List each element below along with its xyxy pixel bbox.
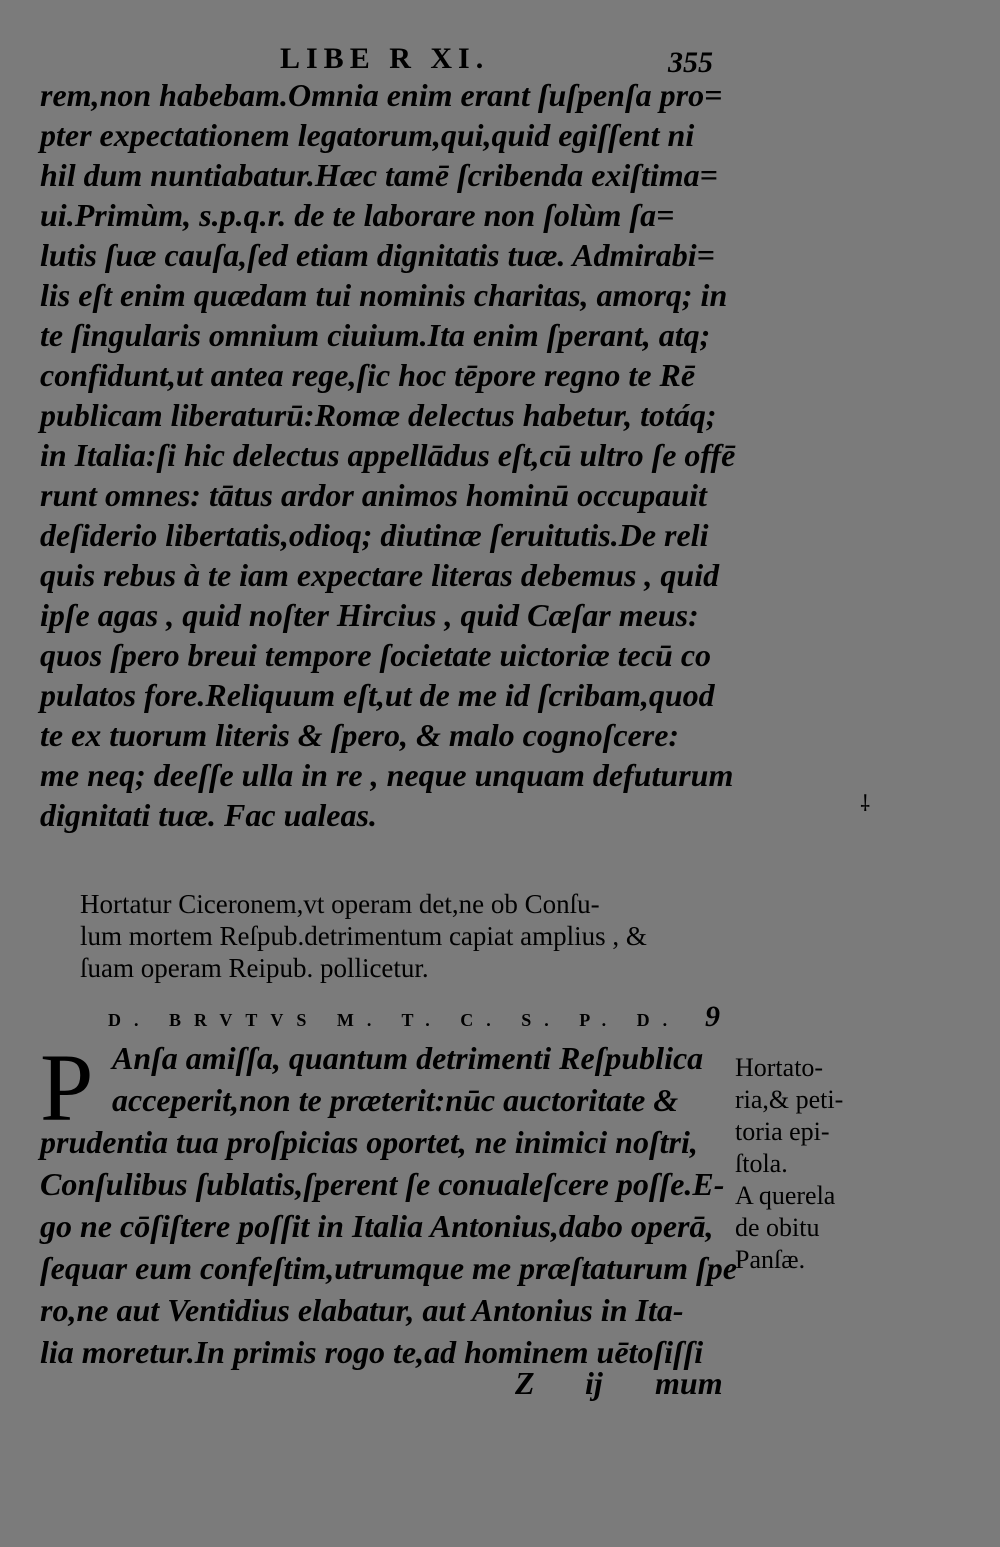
- margin-note-line: A querela: [735, 1181, 836, 1210]
- summary-line: lum mortem Reſpub.detrimentum capiat amplius , &: [80, 921, 647, 951]
- text-line: runt omnes: tātus ardor animos hominū occupauit: [40, 477, 707, 513]
- signature-mark: Z: [515, 1365, 535, 1401]
- text-line: confidunt,ut antea rege,ſic hoc tēpore regno te Rē: [40, 357, 696, 393]
- text-line: rem,non habebam.Omnia enim erant ſuſpenſa pro=: [40, 77, 723, 113]
- text-line: deſiderio libertatis,odioq; diutinæ ſeruitutis.De reli: [40, 517, 709, 553]
- text-line: pulatos fore.Reliquum eſt,ut de me id ſcribam,quod: [40, 677, 715, 713]
- text-line: lia moretur.In primis rogo te,ad hominem uētoſiſſi: [40, 1334, 704, 1370]
- text-line: Conſulibus ſublatis,ſperent ſe conualeſcere poſſe.E-: [40, 1166, 725, 1202]
- catchword: mum: [655, 1365, 723, 1401]
- text-line: ro,ne aut Ventidius elabatur, aut Antonius in Ita-: [40, 1292, 684, 1328]
- text-line: publicam liberaturū:Romæ delectus habetur, totáq;: [40, 397, 717, 433]
- margin-note-line: ſtola.: [735, 1149, 788, 1178]
- text-line: dignitati tuæ. Fac ualeas.: [40, 797, 377, 833]
- text-line: me neq; deeſſe ulla in re , neque unquam defuturum: [40, 757, 734, 793]
- text-line: ipſe agas , quid noſter Hircius , quid Cæſar meus:: [40, 597, 699, 633]
- text-line: lutis ſuæ cauſa,ſed etiam dignitatis tuæ. Admirabi=: [40, 237, 715, 273]
- letter-number: 9: [705, 1000, 720, 1033]
- text-line: lis eſt enim quædam tui nominis charitas, amorq; in: [40, 277, 728, 313]
- letter-lower-text: [40, 1034, 740, 1370]
- margin-mark: ⸸: [860, 791, 871, 816]
- page-number: 355: [668, 46, 713, 79]
- text-line: go ne cōſiſtere poſſit in Italia Antonius,dabo operā,: [40, 1208, 714, 1244]
- letter-upper-text: [40, 75, 740, 845]
- margin-note-line: de obitu: [735, 1213, 820, 1242]
- margin-note-line: Hortato-: [735, 1053, 824, 1082]
- text-line: pter expectationem legatorum,qui,quid egiſſent ni: [40, 117, 695, 153]
- letter-heading: D. BRVTVS M. T. C. S. P. D.: [108, 1010, 681, 1030]
- drop-cap-initial: P: [40, 1034, 94, 1141]
- text-line: ui.Primùm, s.p.q.r. de te laborare non ſolùm ſa=: [40, 197, 675, 233]
- text-line: prudentia tua proſpicias oportet, ne inimici noſtri,: [40, 1124, 698, 1160]
- running-head: LIBE R XI.: [280, 42, 490, 75]
- letter-summary: [80, 888, 740, 988]
- summary-line: ſuam operam Reipub. pollicetur.: [80, 953, 429, 983]
- margin-note-line: ria,& peti-: [735, 1085, 844, 1114]
- text-line: acceperit,non te præterit:nūc auctoritate &: [112, 1082, 679, 1118]
- margin-note-line: toria epi-: [735, 1117, 830, 1146]
- text-line: Anſa amiſſa, quantum detrimenti Reſpublica: [112, 1040, 704, 1076]
- text-line: te ſingularis omnium ciuium.Ita enim ſperant, atq;: [40, 317, 711, 353]
- signature-mark: ij: [585, 1365, 603, 1401]
- text-line: ſequar eum confeſtim,utrumque me præſtaturum ſpe: [40, 1250, 737, 1286]
- text-line: quos ſpero breui tempore ſocietate uictoriæ tecū co: [40, 637, 712, 673]
- text-line: te ex tuorum literis & ſpero, & malo cognoſcere:: [40, 717, 680, 753]
- margin-note: [735, 1052, 895, 1282]
- text-line: quis rebus à te iam expectare literas debemus , quid: [40, 557, 720, 593]
- summary-line: Hortatur Ciceronem,vt operam det,ne ob Conſu-: [80, 889, 600, 919]
- catchwords: [515, 1365, 745, 1405]
- text-line: in Italia:ſi hic delectus appellādus eſt,cū ultro ſe offē: [40, 437, 736, 473]
- margin-note-line: Panſæ.: [735, 1245, 806, 1274]
- text-line: hil dum nuntiabatur.Hæc tamē ſcribenda exiſtima=: [40, 157, 718, 193]
